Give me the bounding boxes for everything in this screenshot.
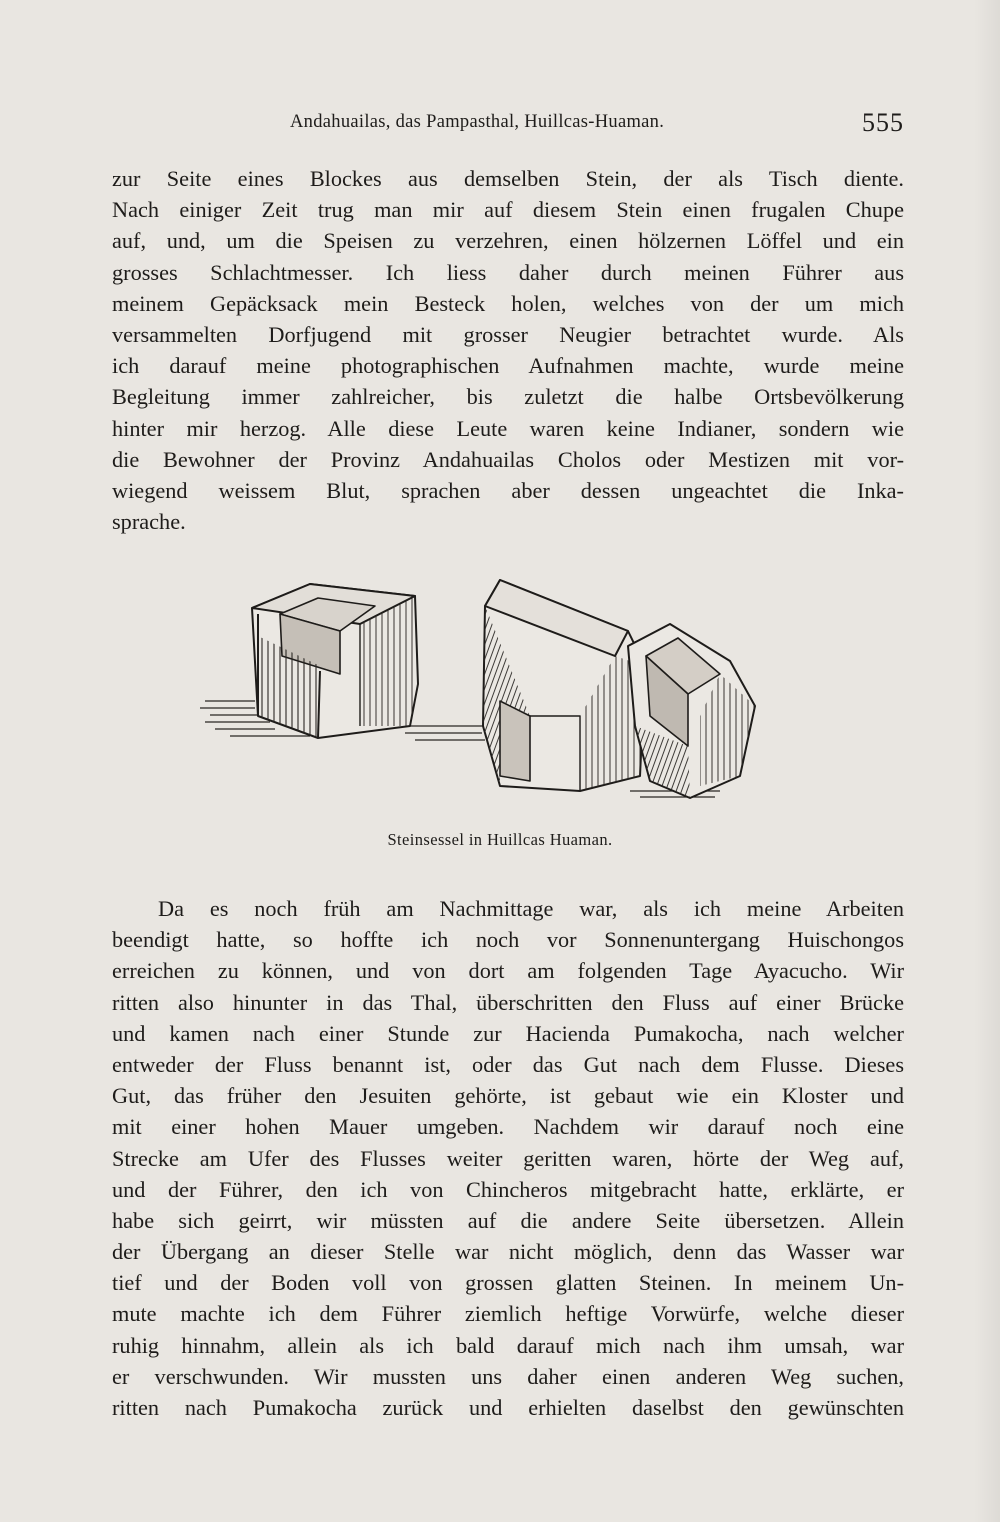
- text-line: hinter mir herzog. Alle diese Leute waren keine Indianer, sondern wie: [112, 415, 904, 441]
- text-line: wiegend weissem Blut, sprachen aber dessen ungeachtet die Inka-: [112, 477, 904, 503]
- text-line: ritten nach Pumakocha zurück und erhielten daselbst den gewünschten: [112, 1395, 904, 1420]
- running-title: Andahuailas, das Pampasthal, Huillcas-Huaman.: [290, 112, 665, 132]
- text-line: versammelten Dorfjugend mit grosser Neugier betrachtet wurde. Als: [112, 321, 904, 347]
- stone-seat-center: [483, 580, 645, 791]
- text-line: und kamen nach einer Stunde zur Hacienda Pumakocha, nach welcher: [112, 1020, 904, 1046]
- text-line: ich darauf meine photographischen Aufnahmen machte, wurde meine: [112, 353, 904, 379]
- text-line: ritten also hinunter in das Thal, überschritten den Fluss auf einer Brücke: [112, 989, 904, 1015]
- text-line: erreichen zu können, und von dort am folgenden Tage Ayacucho. Wir: [112, 958, 904, 984]
- paragraph-2: [112, 893, 904, 1423]
- text-line: habe sich geirrt, wir müssten auf die andere Seite übersetzen. Allein: [112, 1207, 904, 1233]
- text-line: der Übergang an dieser Stelle war nicht möglich, denn das Wasser war: [112, 1239, 904, 1265]
- text-line: ruhig hinnahm, allein als ich bald darauf mich nach ihm umsah, war: [112, 1332, 904, 1358]
- text-line: mit einer hohen Mauer umgeben. Nachdem wir darauf noch eine: [112, 1114, 904, 1140]
- text-line: sprache.: [112, 509, 186, 535]
- text-line: grosses Schlachtmesser. Ich liess daher durch meinen Führer aus: [112, 259, 904, 285]
- page-edge-shadow: [974, 0, 1000, 1522]
- text-line: auf, und, um die Speisen zu verzehren, einen hölzernen Löffel und ein: [112, 228, 904, 254]
- page-header: [112, 108, 904, 148]
- text-line: Da es noch früh am Nachmittage war, als ich meine Arbeiten: [158, 896, 904, 921]
- text-line: Gut, das früher den Jesuiten gehörte, ist gebaut wie ein Kloster und: [112, 1083, 904, 1109]
- stone-seats-drawing: [200, 576, 800, 816]
- stone-seats-illustration: [200, 576, 800, 816]
- text-line: Nach einiger Zeit trug man mir auf diesem Stein einen frugalen Chupe: [112, 197, 904, 223]
- text-line: die Bewohner der Provinz Andahuailas Cholos oder Mestizen mit vor-: [112, 446, 904, 472]
- text-line: beendigt hatte, so hoffte ich noch vor Sonnenuntergang Huischongos: [112, 927, 904, 953]
- stone-seat-left: [252, 584, 418, 738]
- text-line: entweder der Fluss benannt ist, oder das Gut nach dem Flusse. Dieses: [112, 1051, 904, 1077]
- text-line: Strecke am Ufer des Flusses weiter geritten waren, hörte der Weg auf,: [112, 1145, 904, 1171]
- text-line: tief und der Boden voll von grossen glatten Steinen. In meinem Un-: [112, 1270, 904, 1296]
- text-line: mute machte ich dem Führer ziemlich heftige Vorwürfe, welche dieser: [112, 1301, 904, 1327]
- page-number: 555: [862, 108, 904, 137]
- text-line: und der Führer, den ich von Chincheros mitgebracht hatte, erklärte, er: [112, 1176, 904, 1202]
- text-line: er verschwunden. Wir mussten uns daher einen anderen Weg suchen,: [112, 1363, 904, 1389]
- text-line: zur Seite eines Blockes aus demselben Stein, der als Tisch diente.: [112, 166, 904, 191]
- paragraph-1: [112, 163, 904, 537]
- figure-caption: Steinsessel in Huillcas Huaman.: [387, 830, 613, 849]
- stone-seat-right: [628, 624, 755, 798]
- text-line: Begleitung immer zahlreicher, bis zuletzt die halbe Ortsbevölkerung: [112, 384, 904, 410]
- text-line: meinem Gepäcksack mein Besteck holen, welches von der um mich: [112, 290, 904, 316]
